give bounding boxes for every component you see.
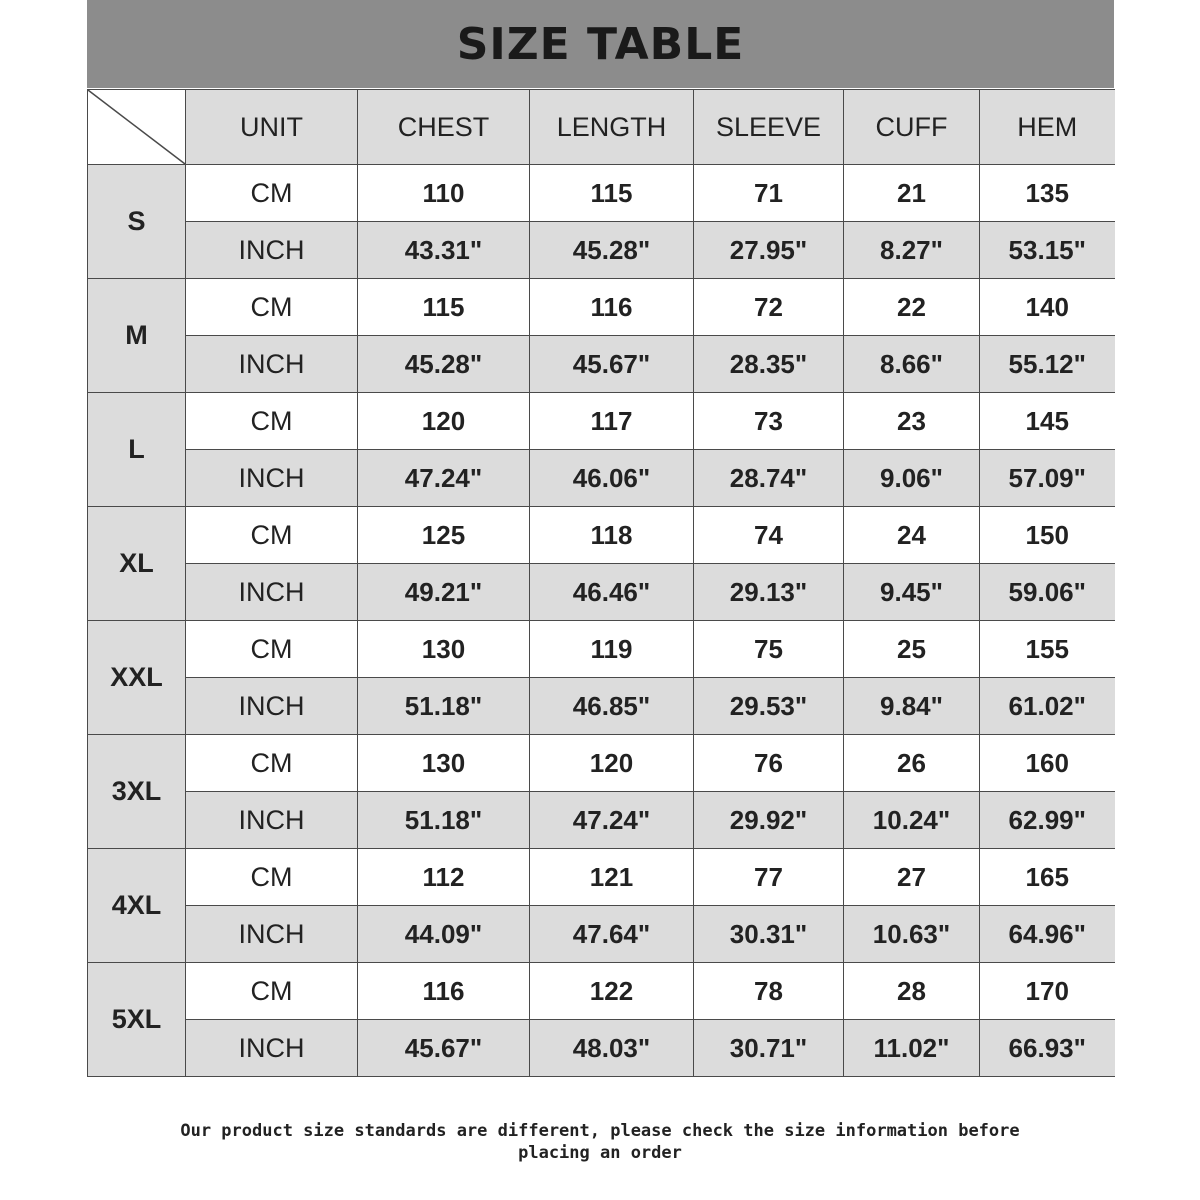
hem-value: 165 — [980, 849, 1115, 906]
table-row-inch — [88, 1020, 1115, 1077]
length-value: 45.28" — [530, 222, 694, 279]
chest-value: 51.18" — [358, 678, 530, 735]
cuff-value: 9.45" — [844, 564, 980, 621]
table-row-cm — [88, 735, 1115, 792]
table-row-inch — [88, 564, 1115, 621]
sleeve-value: 75 — [694, 621, 844, 678]
unit-cell: CM — [186, 507, 358, 564]
length-value: 120 — [530, 735, 694, 792]
table-row-cm — [88, 963, 1115, 1020]
size-label: M — [88, 279, 186, 393]
sleeve-value: 73 — [694, 393, 844, 450]
chest-value: 120 — [358, 393, 530, 450]
cuff-value: 23 — [844, 393, 980, 450]
sleeve-value: 28.35" — [694, 336, 844, 393]
length-value: 116 — [530, 279, 694, 336]
cuff-value: 10.24" — [844, 792, 980, 849]
hem-value: 53.15" — [980, 222, 1115, 279]
chest-value: 43.31" — [358, 222, 530, 279]
length-value: 122 — [530, 963, 694, 1020]
sleeve-value: 30.71" — [694, 1020, 844, 1077]
cuff-value: 26 — [844, 735, 980, 792]
chest-value: 110 — [358, 165, 530, 222]
cuff-value: 9.84" — [844, 678, 980, 735]
cuff-value: 25 — [844, 621, 980, 678]
chest-value: 112 — [358, 849, 530, 906]
length-value: 119 — [530, 621, 694, 678]
hem-value: 55.12" — [980, 336, 1115, 393]
header-sleeve: SLEEVE — [694, 90, 844, 165]
chest-value: 45.67" — [358, 1020, 530, 1077]
size-note — [100, 1120, 1100, 1164]
sleeve-value: 72 — [694, 279, 844, 336]
cuff-value: 10.63" — [844, 906, 980, 963]
hem-value: 62.99" — [980, 792, 1115, 849]
size-label: XL — [88, 507, 186, 621]
chest-value: 116 — [358, 963, 530, 1020]
unit-cell: INCH — [186, 450, 358, 507]
size-label: 3XL — [88, 735, 186, 849]
header-hem: HEM — [980, 90, 1115, 165]
size-note-line-2: placing an order — [518, 1143, 682, 1163]
chest-value: 44.09" — [358, 906, 530, 963]
size-label: S — [88, 165, 186, 279]
hem-value: 160 — [980, 735, 1115, 792]
chest-value: 130 — [358, 735, 530, 792]
cuff-value: 8.27" — [844, 222, 980, 279]
length-value: 117 — [530, 393, 694, 450]
table-row-inch — [88, 906, 1115, 963]
chest-value: 49.21" — [358, 564, 530, 621]
size-label: 4XL — [88, 849, 186, 963]
table-row-inch — [88, 450, 1115, 507]
hem-value: 61.02" — [980, 678, 1115, 735]
cuff-value: 22 — [844, 279, 980, 336]
table-row-cm — [88, 165, 1115, 222]
cuff-value: 28 — [844, 963, 980, 1020]
header-row — [88, 90, 1115, 165]
length-value: 115 — [530, 165, 694, 222]
hem-value: 140 — [980, 279, 1115, 336]
table-row-cm — [88, 621, 1115, 678]
chest-value: 51.18" — [358, 792, 530, 849]
size-table — [87, 89, 1115, 1077]
hem-value: 135 — [980, 165, 1115, 222]
sleeve-value: 27.95" — [694, 222, 844, 279]
table-row-cm — [88, 393, 1115, 450]
table-row-inch — [88, 222, 1115, 279]
length-value: 46.06" — [530, 450, 694, 507]
table-row-inch — [88, 336, 1115, 393]
unit-cell: CM — [186, 279, 358, 336]
unit-cell: CM — [186, 393, 358, 450]
unit-cell: CM — [186, 165, 358, 222]
chest-value: 125 — [358, 507, 530, 564]
header-length: LENGTH — [530, 90, 694, 165]
size-note-line-1: Our product size standards are different, please check the size information before — [180, 1121, 1020, 1141]
length-value: 118 — [530, 507, 694, 564]
size-label: L — [88, 393, 186, 507]
hem-value: 155 — [980, 621, 1115, 678]
sleeve-value: 29.53" — [694, 678, 844, 735]
table-row-inch — [88, 678, 1115, 735]
cuff-value: 11.02" — [844, 1020, 980, 1077]
sleeve-value: 77 — [694, 849, 844, 906]
length-value: 45.67" — [530, 336, 694, 393]
sleeve-value: 71 — [694, 165, 844, 222]
unit-cell: CM — [186, 849, 358, 906]
size-label: XXL — [88, 621, 186, 735]
length-value: 48.03" — [530, 1020, 694, 1077]
sleeve-value: 78 — [694, 963, 844, 1020]
cuff-value: 27 — [844, 849, 980, 906]
unit-cell: INCH — [186, 792, 358, 849]
unit-cell: INCH — [186, 222, 358, 279]
corner-cell — [88, 90, 186, 165]
chest-value: 130 — [358, 621, 530, 678]
hem-value: 145 — [980, 393, 1115, 450]
title-bar — [87, 0, 1114, 88]
chest-value: 115 — [358, 279, 530, 336]
length-value: 47.64" — [530, 906, 694, 963]
cuff-value: 8.66" — [844, 336, 980, 393]
table-row-cm — [88, 279, 1115, 336]
hem-value: 66.93" — [980, 1020, 1115, 1077]
length-value: 121 — [530, 849, 694, 906]
chest-value: 47.24" — [358, 450, 530, 507]
unit-cell: CM — [186, 963, 358, 1020]
length-value: 46.46" — [530, 564, 694, 621]
hem-value: 150 — [980, 507, 1115, 564]
hem-value: 170 — [980, 963, 1115, 1020]
size-label: 5XL — [88, 963, 186, 1077]
length-value: 46.85" — [530, 678, 694, 735]
hem-value: 57.09" — [980, 450, 1115, 507]
cuff-value: 24 — [844, 507, 980, 564]
hem-value: 59.06" — [980, 564, 1115, 621]
cuff-value: 21 — [844, 165, 980, 222]
unit-cell: CM — [186, 621, 358, 678]
sleeve-value: 30.31" — [694, 906, 844, 963]
sleeve-value: 76 — [694, 735, 844, 792]
hem-value: 64.96" — [980, 906, 1115, 963]
header-unit: UNIT — [186, 90, 358, 165]
table-body — [88, 165, 1115, 1077]
table-row-cm — [88, 849, 1115, 906]
unit-cell: INCH — [186, 336, 358, 393]
table-row-inch — [88, 792, 1115, 849]
unit-cell: INCH — [186, 564, 358, 621]
header-cuff: CUFF — [844, 90, 980, 165]
sleeve-value: 29.92" — [694, 792, 844, 849]
sleeve-value: 28.74" — [694, 450, 844, 507]
chest-value: 45.28" — [358, 336, 530, 393]
sleeve-value: 29.13" — [694, 564, 844, 621]
cuff-value: 9.06" — [844, 450, 980, 507]
diagonal-divider — [88, 90, 185, 164]
unit-cell: INCH — [186, 678, 358, 735]
table-row-cm — [88, 507, 1115, 564]
sleeve-value: 74 — [694, 507, 844, 564]
unit-cell: INCH — [186, 1020, 358, 1077]
header-chest: CHEST — [358, 90, 530, 165]
unit-cell: INCH — [186, 906, 358, 963]
length-value: 47.24" — [530, 792, 694, 849]
page-title: SIZE TABLE — [456, 18, 745, 70]
unit-cell: CM — [186, 735, 358, 792]
